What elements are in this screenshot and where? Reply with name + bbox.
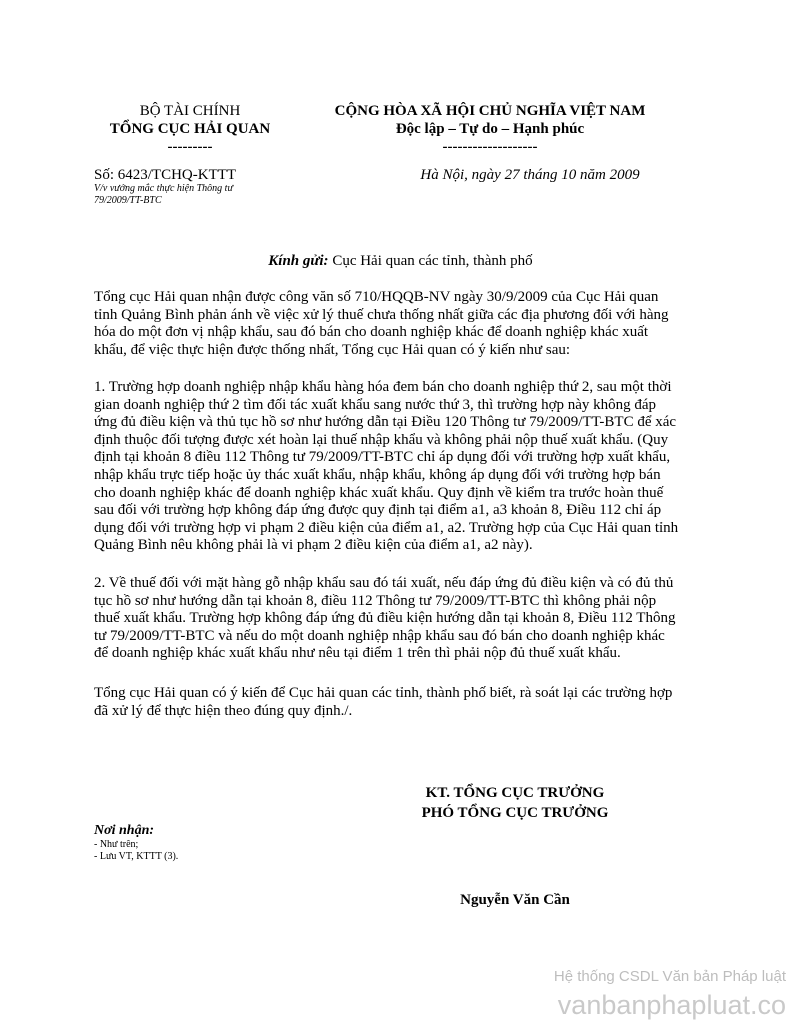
text-line: định thuộc đối tượng được xét hoàn lại thuế nhập khẩu và không phải nộp thuế xuất khẩu. (Quy xyxy=(94,431,669,448)
recipients-list xyxy=(94,839,178,863)
recipients-label: Nơi nhận: xyxy=(94,823,155,838)
text-line: định tại khoản 8 điều 112 Thông tư 79/2009/TT-BTC chỉ áp dụng đối với trường hợp xuất khẩu, xyxy=(94,449,671,466)
signer-name: Nguyễn Văn Cần xyxy=(460,892,570,908)
text-line: tỉnh Quảng Bình phản ánh về việc xử lý thuế chưa thống nhất giữa các địa phương đối với hàng xyxy=(94,306,669,323)
text-line: hóa do một đơn vị nhập khẩu, sau đó bán cho doanh nghiệp khác để doanh nghiệp khác xuất xyxy=(94,324,649,341)
header-right-divider: ------------------- xyxy=(442,139,538,155)
document-number: Số: 6423/TCHQ-KTTT xyxy=(94,167,237,183)
text-line: tục hồ sơ như hướng dẫn tại khoản 8, điều 112 Thông tư 79/2009/TT-BTC thì không phải nộp xyxy=(94,592,657,609)
paragraph-intro xyxy=(94,289,707,359)
text-line: gian doanh nghiệp thứ 2 tìm đối tác xuất khẩu sang nước thứ 3, thì trường hợp này không đáp xyxy=(94,396,657,413)
document-subject-line: V/v vướng mắc thực hiện Thông tư xyxy=(94,183,233,194)
paragraph-point-1 xyxy=(94,379,707,555)
recipient-item: - Như trên; xyxy=(94,839,139,850)
header-left-divider: --------- xyxy=(167,139,213,155)
addressee-label: Kính gửi: xyxy=(268,253,329,269)
text-line: thuế xuất khẩu. Trường hợp không đáp ứng đủ điều kiện hướng dẫn tại khoản 8, Điều 112 Thông xyxy=(94,610,676,627)
text-line: sau đối với trường hợp không đáp ứng được quy định tại điểm a1, a3 khoản 8, Điều 112 chỉ áp xyxy=(94,502,662,519)
text-line: 2. Về thuế đối với mặt hàng gỗ nhập khẩu sau đó tái xuất, nếu đáp ứng đủ điều kiện và có đủ thủ xyxy=(94,575,674,591)
recipient-item: - Lưu VT, KTTT (3). xyxy=(94,851,179,862)
text-line: cho doanh nghiệp khác để doanh nghiệp khác xuất khẩu. Quy định về kiểm tra trước hoàn thuế xyxy=(94,484,664,501)
document-subject xyxy=(94,183,233,207)
signature-block xyxy=(390,784,640,822)
watermark-tagline: Hệ thống CSDL Văn bản Pháp luật xyxy=(553,968,786,985)
header-left xyxy=(80,102,300,156)
place-date: Hà Nội, ngày 27 tháng 10 năm 2009 xyxy=(420,167,640,183)
text-line: đã xử lý để thực hiện theo đúng quy định./. xyxy=(94,702,353,719)
text-line: dụng đối với trường hợp vi phạm 2 điều kiện của điểm a1, a2. Trường hợp của Cục Hải quan tỉnh xyxy=(94,519,679,536)
text-line: 1. Trường hợp doanh nghiệp nhập khẩu hàng hóa đem bán cho doanh nghiệp thứ 2, sau một thời xyxy=(94,379,672,395)
addressee-text: Cục Hải quan các tỉnh, thành phố xyxy=(328,253,533,269)
text-line: Tổng cục Hải quan có ý kiến để Cục hải quan các tỉnh, thành phố biết, rà soát lại các trường hợp xyxy=(94,685,673,701)
paragraph-closing xyxy=(94,685,707,720)
text-line: ứng đủ điều kiện và thủ tục hồ sơ như hướng dẫn tại Điều 120 Thông tư 79/2009/TT-BTC để xác xyxy=(94,414,677,431)
national-motto: Độc lập – Tự do – Hạnh phúc xyxy=(395,121,585,137)
addressee xyxy=(94,252,707,270)
text-line: nhập khẩu trực tiếp hoặc ủy thác xuất khẩu, nhập khẩu, không áp dụng đối với trường hợp bán xyxy=(94,466,661,483)
signature-subtitle: PHÓ TỔNG CỤC TRƯỞNG xyxy=(421,805,609,821)
department-name: TỔNG CỤC HẢI QUAN xyxy=(109,121,271,137)
text-line: tư 79/2009/TT-BTC và nếu do một doanh nghiệp nhập khẩu sau đó bán cho doanh nghiệp khác xyxy=(94,627,665,644)
watermark-site: vanbanphapluat.co xyxy=(557,990,786,1020)
ministry-name: BỘ TÀI CHÍNH xyxy=(139,103,241,119)
text-line: khẩu, để việc thực hiện được thống nhất, Tổng cục Hải quan có ý kiến như sau: xyxy=(94,341,571,358)
text-line: Tổng cục Hải quan nhận được công văn số 710/HQQB-NV ngày 30/9/2009 của Cục Hải quan xyxy=(94,289,659,305)
text-line: Quảng Bình nêu không phải là vi phạm 2 điều kiện của điểm a1, a2 này). xyxy=(94,537,533,554)
document-subject-line: 79/2009/TT-BTC xyxy=(94,195,162,206)
country-name: CỘNG HÒA XÃ HỘI CHỦ NGHĨA VIỆT NAM xyxy=(334,103,646,119)
text-line: để doanh nghiệp khác xuất khẩu như nêu tại điểm 1 trên thì phải nộp đủ thuế xuất khẩu. xyxy=(94,645,621,662)
signature-title: KT. TỔNG CỤC TRƯỞNG xyxy=(425,785,605,801)
header-right xyxy=(300,102,680,156)
paragraph-point-2 xyxy=(94,575,707,663)
